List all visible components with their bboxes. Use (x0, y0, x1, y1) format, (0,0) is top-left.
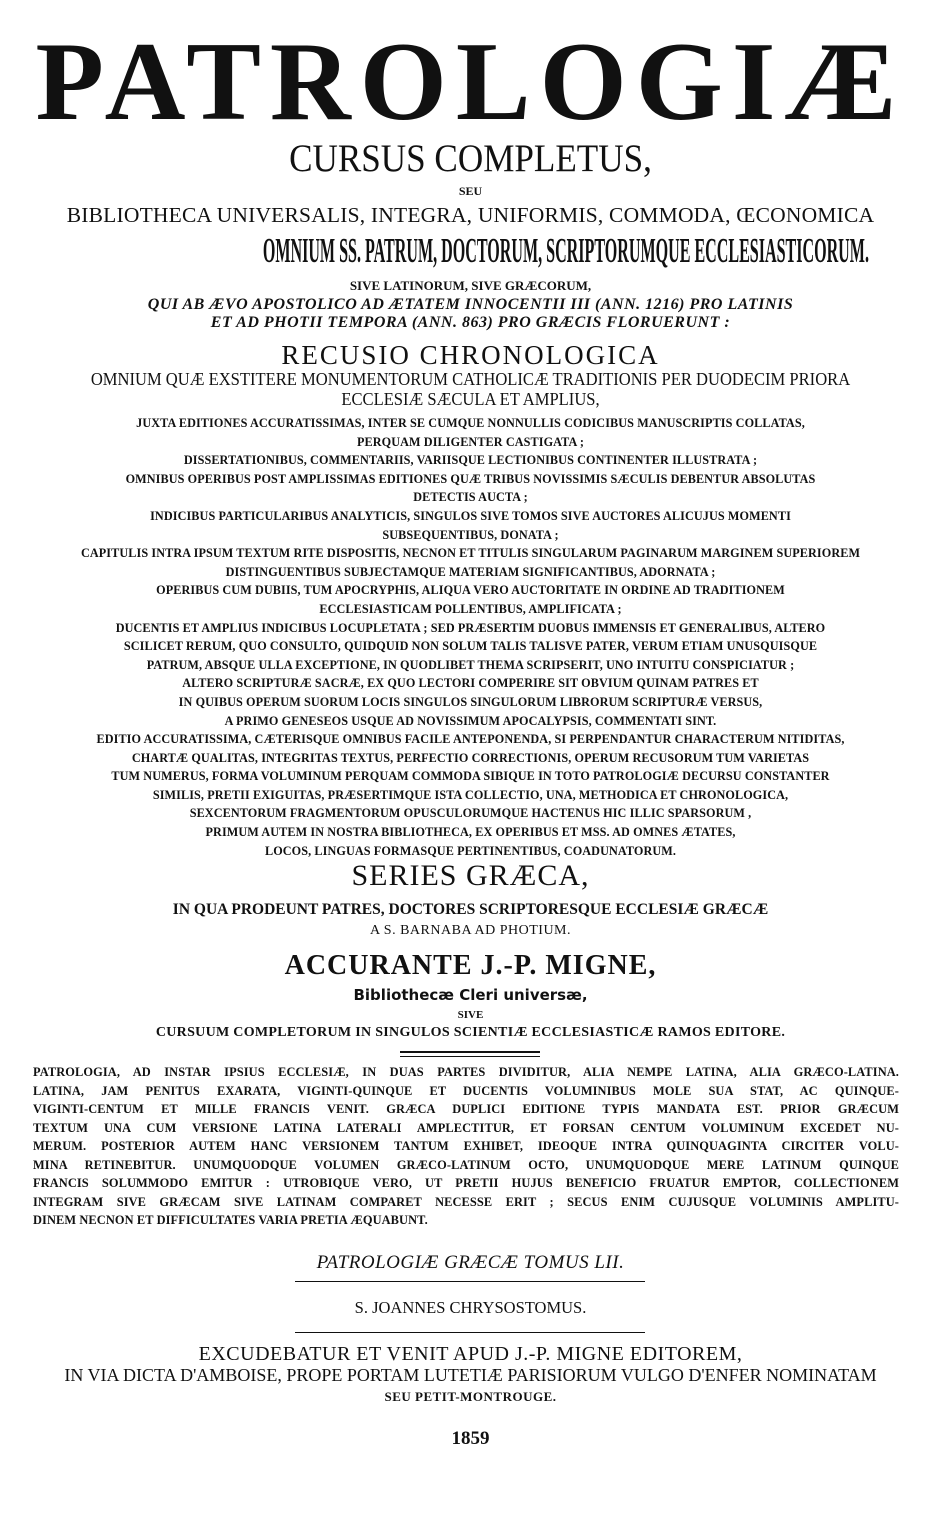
note-line: PATROLOGIA, AD INSTAR IPSIUS ECCLESIÆ, IN DUAS PARTES DIVIDITUR, ALIA NEMPE LATINA, ALIA GRÆCO-LATINA. (33, 1065, 899, 1079)
description-line: DUCENTIS ET AMPLIUS INDICIBUS LOCUPLETATA ; SED PRÆSERTIM DUOBUS IMMENSIS ET GENERALIBUS, ALTERO (115, 620, 826, 635)
author-line: S. JOANNES CHRYSOSTOMUS. (354, 1298, 587, 1317)
description-line: ECCLESIASTICAM POLLENTIBUS, AMPLIFICATA ; (319, 601, 622, 616)
description-line: JUXTA EDITIONES ACCURATISSIMAS, INTER SE CUMQUE NONNULLIS CODICIBUS MANUSCRIPTIS COLLATAS, (136, 416, 805, 430)
description-line: SEXCENTORUM FRAGMENTORUM OPUSCULORUMQUE HACTENUS HIC ILLIC SPARSORUM , (189, 806, 752, 821)
address-line-2: SEU PETIT-MONTROUGE. (384, 1389, 557, 1404)
note-line: DINEM NECNON ET DIFFICULTATES VARIA PRETIA ÆQUABUNT. (33, 1213, 428, 1227)
note-line: FRANCIS SOLUMMODO EMITUR : UTROBIQUE VERO, UT PRETII HUJUS BENEFICIO FRUATUR EMPTOR, COLLECTIONEM (33, 1176, 899, 1190)
description-line: DETECTIS AUCTA ; (413, 490, 528, 505)
description-line: DISTINGUENTIBUS SUBJECTAMQUE MATERIAM SIGNIFICANTIBUS, ADORNATA ; (225, 564, 716, 579)
description-line: OPERIBUS CUM DUBIIS, TUM APOCRYPHIS, ALIQUA VERO AUCTORITATE IN ORDINE AD TRADITIONEM (156, 583, 785, 598)
description-line: SCILICET RERUM, QUO CONSULTO, QUIDQUID NON SOLUM TALIS TALISVE PATER, VERUM ETIAM UNUSQUISQUE (123, 639, 818, 654)
description-block (18, 414, 923, 860)
ornamental-divider (400, 1051, 540, 1057)
address-line: IN VIA DICTA D'AMBOISE, PROPE PORTAM LUTETIÆ PARISIORUM VULGO D'ENFER NOMINATAM (64, 1365, 877, 1385)
sive-latinorum-line: SIVE LATINORUM, SIVE GRÆCORUM, (349, 278, 592, 293)
publisher-line: EXCUDEBATUR ET VENIT APUD J.-P. MIGNE EDITOREM, (198, 1343, 743, 1365)
description-line: SUBSEQUENTIBUS, DONATA ; (382, 527, 559, 542)
barnaba-line: A S. BARNABA AD PHOTIUM. (369, 923, 572, 938)
description-line: DISSERTATIONIBUS, COMMENTARIIS, VARIISQUE LECTIONIBUS CONTINENTER ILLUSTRATA ; (183, 453, 758, 468)
rule-divider (295, 1281, 645, 1282)
note-line: MERUM. POSTERIOR AUTEM HANC VERSIONEM TANTUM EXHIBET, IDEOQUE INTRA QUINQUAGINTA CIRCITER VOLU- (33, 1139, 899, 1153)
bibliothecae-cleri-line: Bibliothecæ Cleri universæ, (353, 986, 588, 1004)
description-line: LOCOS, LINGUAS FORMASQUE PERTINENTIBUS, COADUNATORUM. (264, 843, 677, 858)
bibliotheca-line: BIBLIOTHECA UNIVERSALIS, INTEGRA, UNIFORMIS, COMMODA, ŒCONOMICA (66, 203, 875, 227)
qui-ab-aevo-line: QUI AB ÆVO APOSTOLICO AD ÆTATEM INNOCENTII III (ANN. 1216) PRO LATINIS (147, 296, 794, 313)
volume-title: PATROLOGIÆ GRÆCÆ TOMUS LII. (316, 1252, 625, 1273)
description-line: CAPITULIS INTRA IPSUM TEXTUM RITE DISPOSITIS, NECNON ET TITULIS SINGULARUM PAGINARUM MARGINEM SUPERIOREM (80, 546, 861, 561)
description-line: ALTERO SCRIPTURÆ SACRÆ, EX QUO LECTORI COMPERIRE SIT OBVIUM QUINAM PATRES ET (182, 676, 759, 691)
omnium-quae-line: OMNIUM QUÆ EXSTITERE MONUMENTORUM CATHOLICÆ TRADITIONIS PER DUODECIM PRIORA (90, 369, 851, 389)
description-line: IN QUIBUS OPERUM SUORUM LOCIS SINGULOS SINGULORUM LIBRORUM SCRIPTURÆ VERSUS, (178, 694, 763, 709)
subtitle: CURSUS COMPLETUS, (289, 137, 652, 180)
description-line: TUM NUMERUS, FORMA VOLUMINUM PERQUAM COMMODA SIBIQUE IN TOTO PATROLOGIÆ DECURSU CONSTANTER (111, 769, 830, 784)
publication-note (33, 1063, 899, 1230)
description-line: CHARTÆ QUALITAS, INTEGRITAS TEXTUS, PERFECTIO CORRECTIONIS, OPERUM RECUSORUM TUM VARIETAS (131, 750, 810, 765)
rule-divider (295, 1332, 645, 1333)
note-line: LATINA, JAM PENITUS EXARATA, VIGINTI-QUINQUE ET DUCENTIS VOLUMINIBUS MOLE SUA STAT, AC QUINQUE- (33, 1083, 899, 1098)
main-title: PATROLOGIÆ (35, 20, 906, 144)
qui-ab-aevo-line: ET AD PHOTII TEMPORA (ANN. 863) PRO GRÆCIS FLORUERUNT : (210, 314, 731, 331)
description-line: EDITIO ACCURATISSIMA, CÆTERISQUE OMNIBUS FACILE ANTEPONENDA, SI PERPENDANTUR CHARACTERUM NITIDITAS, (96, 732, 845, 747)
description-line: OMNIBUS OPERIBUS POST AMPLISSIMAS EDITIONES QUÆ TRIBUS NOVISSIMIS SÆCULIS DEBENTUR ABSOLUTAS (125, 471, 816, 486)
description-line: PRIMUM AUTEM IN NOSTRA BIBLIOTHECA, EX OPERIBUS ET MSS. AD OMNES ÆTATES, (205, 825, 736, 840)
omnium-quae-block (54, 369, 887, 409)
note-line: VIGINTI-CENTUM ET MILLE FRANCIS VENIT. GRÆCA DUPLICI EDITIONE TYPIS MANDATA EST. PRIOR GRÆCUM (33, 1102, 899, 1116)
description-line: SIMILIS, PRETII EXIGUITAS, PRÆSERTIMQUE ISTA COLLECTIO, UNA, METHODICA ET CHRONOLOGICA, (152, 787, 789, 802)
publication-year: 1859 (451, 1428, 490, 1449)
omnium-patrum-line: OMNIUM SS. PATRUM, DOCTORUM, SCRIPTORUMQUE ECCLESIASTICORUM. (262, 231, 869, 270)
qui-ab-aevo-block (18, 296, 923, 332)
note-line: INTEGRAM SIVE GRÆCAM SIVE LATINAM COMPARET NECESSE ERIT ; SECUS ENIM CUJUSQUE VOLUMINIS AMPLITU- (33, 1194, 899, 1209)
description-line: PATRUM, ABSQUE ULLA EXCEPTIONE, IN QUODLIBET THEMA SCRIPSERIT, UNO INTUITU CONSPICIATUR ; (146, 657, 795, 672)
description-line: A PRIMO GENESEOS USQUE AD NOVISSIMUM APOCALYPSIS, COMMENTATI SINT. (224, 713, 717, 728)
omnium-quae-line: ECCLESIÆ SÆCULA ET AMPLIUS, (341, 389, 600, 409)
description-line: PERQUAM DILIGENTER CASTIGATA ; (356, 434, 585, 449)
sive-line: SIVE (457, 1009, 484, 1021)
note-line: TEXTUM UNA CUM VERSIONE LATINA LATERALI AMPLECTITUR, ET FORSAN CENTUM VOLUMINUM EXCEDET NU- (33, 1120, 899, 1135)
cursuum-line: CURSUUM COMPLETORUM IN SINGULOS SCIENTIÆ ECCLESIASTICÆ RAMOS EDITORE. (155, 1025, 786, 1040)
editor-line: ACCURANTE J.-P. MIGNE, (284, 950, 657, 981)
series-heading: SERIES GRÆCA, (351, 859, 590, 892)
description-line: INDICIBUS PARTICULARIBUS ANALYTICIS, SINGULOS SIVE TOMOS SIVE AUCTORES ALICUJUS MOMENTI (150, 508, 791, 523)
in-qua-line: IN QUA PRODEUNT PATRES, DOCTORES SCRIPTORESQUE ECCLESIÆ GRÆCÆ (172, 901, 769, 918)
recusio-heading: RECUSIO CHRONOLOGICA (281, 340, 660, 370)
seu-conjunction: SEU (458, 184, 483, 198)
note-line: MINA RETINEBITUR. UNUMQUODQUE VOLUMEN GRÆCO-LATINUM OCTO, UNUMQUODQUE MERE LATINUM QUINQUE (33, 1157, 899, 1172)
